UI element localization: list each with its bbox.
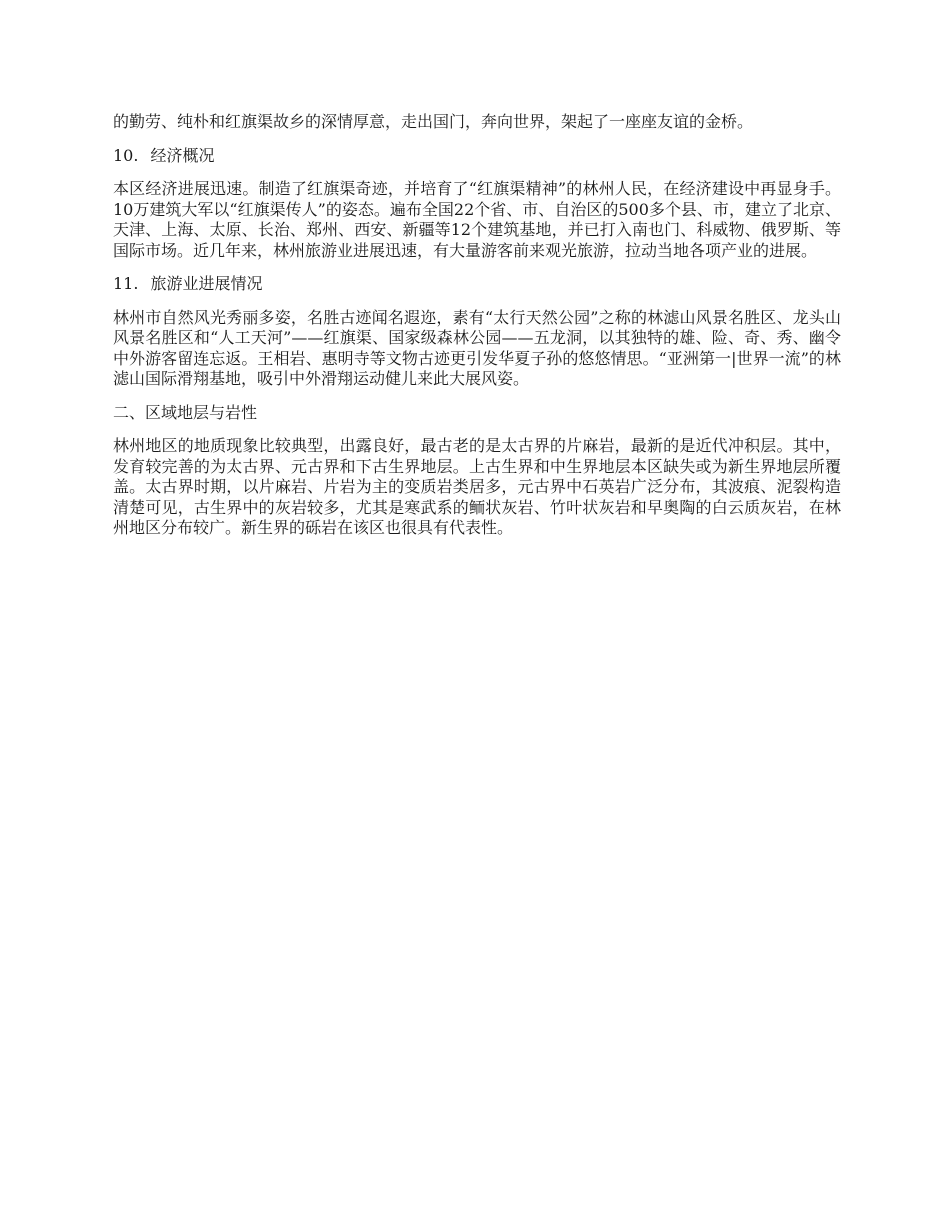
section-heading-strata: 二、区域地层与岩性 <box>113 402 258 422</box>
paragraph-tourism: 林州市自然风光秀丽多姿，名胜古迹闻名遐迩，素有“太行天然公园”之称的林滤山风景名胜区、龙头山风景名胜区和“人工天河”——红旗渠、国家级森林公园——五龙洞，以其独特的雄、险、奇、秀、幽令中外游客留连忘返。王相岩、惠明寺等文物古迹更引发华夏子孙的悠悠情思。“亚洲第一|世界一流”的林滤山国际滑翔基地，吸引中外滑翔运动健儿来此大展风姿。 <box>113 307 841 388</box>
section-number: 10. <box>113 145 139 165</box>
paragraph-economy: 本区经济进展迅速。制造了红旗渠奇迹，并培育了“红旗渠精神”的林州人民，在经济建设中再显身手。10万建筑大军以“红旗渠传人”的姿态。遍布全国22个省、市、自治区的500多个县、市，建立了北京、天津、上海、太原、长治、郑州、西安、新疆等12个建筑基地，并已打入南也门、科威物、俄罗斯、等国际市场。近几年来，林州旅游业进展迅速，有大量游客前来观光旅游，拉动当地各项产业的进展。 <box>113 179 841 260</box>
section-heading-economy <box>113 146 841 167</box>
section-heading-tourism <box>113 274 841 295</box>
paragraph-strata: 林州地区的地质现象比较典型，出露良好，最古老的是太古界的片麻岩，最新的是近代冲积层。其中，发育较完善的为太古界、元古界和下古生界地层。上古生界和中生界地层本区缺失或为新生界地层所覆盖。太古界时期，以片麻岩、片岩为主的变质岩类居多，元古界中石英岩广泛分布，其波痕、泥裂构造清楚可见，古生界中的灰岩较多，尤其是寒武系的鲕状灰岩、竹叶状灰岩和早奥陶的白云质灰岩，在林州地区分布较广。新生界的砾岩在该区也很具有代表性。 <box>113 436 841 537</box>
paragraph-friendship-bridge: 的勤劳、纯朴和红旗渠故乡的深情厚意，走出国门，奔向世界，架起了一座座友谊的金桥。 <box>113 112 754 131</box>
section-title: 经济概况 <box>150 145 215 165</box>
section-title: 旅游业进展情况 <box>150 274 263 293</box>
document-page <box>113 112 841 552</box>
section-number: 11. <box>113 274 139 293</box>
